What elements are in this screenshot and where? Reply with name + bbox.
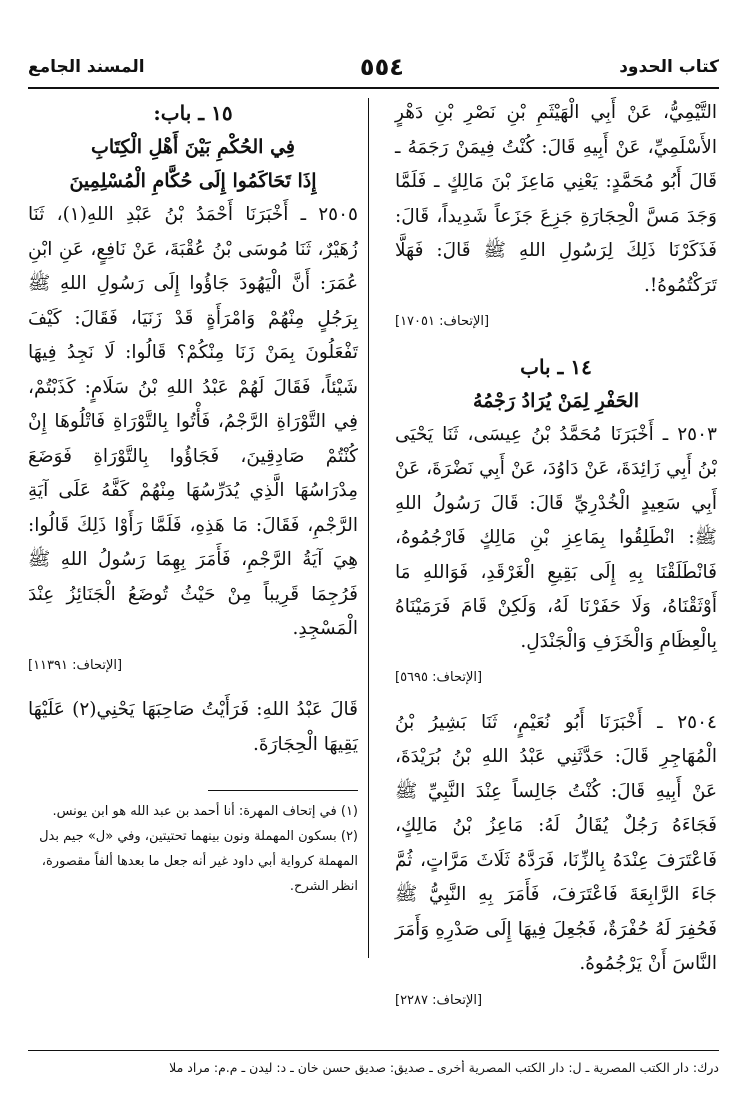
chapter-title-line-2: إِذَا تَحَاكَمُوا إِلَى حُكَّامِ الْمُسْلِمِينَ — [69, 170, 317, 192]
chapter-heading-15 — [28, 96, 358, 198]
ithaf-reference: [الإتحاف: ٢٢٨٧] — [395, 992, 483, 1008]
right-column — [395, 96, 717, 1018]
chapter-title: الحَفْرِ لِمَنْ يُرَادُ رَجْمُهُ — [472, 389, 640, 412]
chapter-number: ١٤ ـ باب — [520, 354, 592, 379]
footnotes — [28, 799, 358, 899]
abdullah-comment: قَالَ عَبْدُ اللهِ: فَرَأَيْتُ صَاحِبَهَا يَحْنِي(٢) عَلَيْهَا يَقِيهَا الْحِجَارَةَ. — [28, 699, 358, 755]
manuscript-sigla-footer: درك: دار الكتب المصرية ـ ل: دار الكتب المصرية أخرى ـ صديق: صديق حسن خان ـ د: ليدن ـ م.م: مراد ملا — [169, 1060, 719, 1075]
hadith-continuation: التَّيْمِيُّ، عَنْ أَبِي الْهَيْثَمِ بْنِ نَصْرِ بْنِ دَهْرٍ الأَسْلَمِيِّ، عَنْ أَبِيهِ قَالَ: كُنْتُ فِيمَنْ رَجَمَهُ ـ قَالَ أَبُو مُحَمَّدٍ: يَعْنِي مَاعِزَ بْنَ مَالِكٍ ـ فَلَمَّا وَجَدَ مَسَّ الْحِجَارَةِ جَزِعَ جَزَعاً شَدِيداً، قَالَ: فَذَكَرْنَا ذَلِكَ لِرَسُولِ اللهِ ﷺ قَالَ: فَهَلَّا تَرَكْتُمُوهُ!. — [395, 102, 717, 296]
footnote-1: (١) في إتحاف المهرة: أنا أحمد بن عبد الله هو ابن يونس. — [52, 804, 358, 819]
book-title: كتاب الحدود — [619, 57, 719, 77]
ithaf-reference: [الإتحاف: ١٧٠٥١] — [395, 314, 490, 329]
chapter-title-line-1: فِي الحُكْمِ بَيْنَ أَهْلِ الْكِتَابِ — [91, 136, 295, 158]
chapter-number: ١٥ ـ باب: — [153, 101, 233, 125]
series-title: المسند الجامع — [28, 57, 145, 77]
chapter-heading-14 — [395, 350, 717, 418]
footer-rule — [28, 1050, 719, 1051]
left-column — [28, 96, 358, 899]
hadith-2503: ٢٥٠٣ ـ أَخْبَرَنَا مُحَمَّدُ بْنُ عِيسَى، ثَنَا يَحْيَى بْنُ أَبِي زَائِدَةَ، عَنْ دَاوُدَ، عَنْ أَبِي نَضْرَةَ، عَنْ أَبِي سَعِيدٍ الْخُدْرِيِّ قَالَ: قَالَ رَسُولُ اللهِ ﷺ: انْطَلِقُوا بِمَاعِزِ بْنِ مَالِكٍ فَارْجُمُوهُ، فَانْطَلَقْنَا بِهِ إِلَى بَقِيعِ الْغَرْقَدِ، فَوَاللهِ مَا أَوْثَقْنَاهُ، وَلَا حَفَرْنَا لَهُ، وَلَكِنْ قَامَ فَرَمَيْنَاهُ بِالْعِظَامِ وَالْخَزَفِ وَالْجَنْدَلِ. — [395, 423, 717, 652]
ithaf-reference: [الإتحاف: ١١٣٩١] — [28, 657, 123, 673]
footnote-rule — [208, 790, 358, 791]
ithaf-reference: [الإتحاف: ٥٦٩٥] — [395, 670, 483, 685]
hadith-2504: ٢٥٠٤ ـ أَخْبَرَنَا أَبُو نُعَيْمٍ، ثَنَا بَشِيرُ بْنُ الْمُهَاجِرِ قَالَ: حَدَّثَنِي عَبْدُ اللهِ بْنُ بُرَيْدَةَ، عَنْ أَبِيهِ قَالَ: كُنْتُ جَالِساً عِنْدَ النَّبِيِّ ﷺ فَجَاءَهُ رَجُلٌ يُقَالُ لَهُ: مَاعِزُ بْنُ مَالِكٍ، فَاعْتَرَفَ عِنْدَهُ بِالزِّنَا، فَرَدَّهُ ثَلَاثَ مَرَّاتٍ، ثُمَّ جَاءَ الرَّابِعَةَ فَاعْتَرَفَ، فَأَمَرَ بِهِ النَّبِيُّ ﷺ فَحُفِرَ لَهُ حُفْرَةٌ، فَجُعِلَ فِيهَا إِلَى صَدْرِهِ وَأَمَرَ النَّاسَ أَنْ يَرْجُمُوهُ. — [395, 711, 717, 974]
header-rule — [28, 87, 719, 89]
page-header — [28, 52, 719, 82]
hadith-2505: ٢٥٠٥ ـ أَخْبَرَنَا أَحْمَدُ بْنُ عَبْدِ اللهِ(١)، ثَنَا زُهَيْرٌ، ثَنَا مُوسَى بْنُ عُقْبَةَ، عَنْ نَافِعٍ، عَنِ ابْنِ عُمَرَ: أَنَّ الْيَهُودَ جَاؤُوا إِلَى رَسُولِ اللهِ ﷺ بِرَجُلٍ مِنْهُمْ وَامْرَأَةٍ قَدْ زَنَيَا، فَقَالَ: كَيْفَ تَفْعَلُونَ بِمَنْ زَنَا مِنْكُمْ؟ قَالُوا: لَا نَجِدُ فِيهَا شَيْئاً، فَقَالَ لَهُمْ عَبْدُ اللهِ بْنُ سَلَامٍ: كَذَبْتُمْ، فِي التَّوْرَاةِ الرَّجْمُ، فَأْتُوا بِالتَّوْرَاةِ فَاتْلُوهَا إِنْ كُنْتُمْ صَادِقِينَ، فَجَاؤُوا بِالتَّوْرَاةِ فَوَضَعَ مِدْرَاسُهَا الَّذِي يُدَرِّسُهَا مِنْهُمْ كَفَّهُ عَلَى آيَةِ الرَّجْمِ، فَقَالَ: مَا هَذِهِ، فَلَمَّا رَأَوْا ذَلِكَ قَالُوا: هِيَ آيَةُ الرَّجْمِ، فَأَمَرَ بِهِمَا رَسُولُ اللهِ ﷺ فَرُجِمَا قَرِيباً مِنْ حَيْثُ تُوضَعُ الْجَنَائِزُ عِنْدَ الْمَسْجِدِ. — [28, 204, 358, 639]
column-divider — [368, 98, 369, 958]
footnote-2: (٢) بسكون المهملة ونون بينهما تحتيتين، وفي «ل» جيم بدل المهملة كرواية أبي داود غير أنه جعل ما بعدها ألفاً مقصورة، انظر الشرح. — [39, 829, 358, 894]
page-number: ٥٥٤ — [359, 53, 404, 81]
